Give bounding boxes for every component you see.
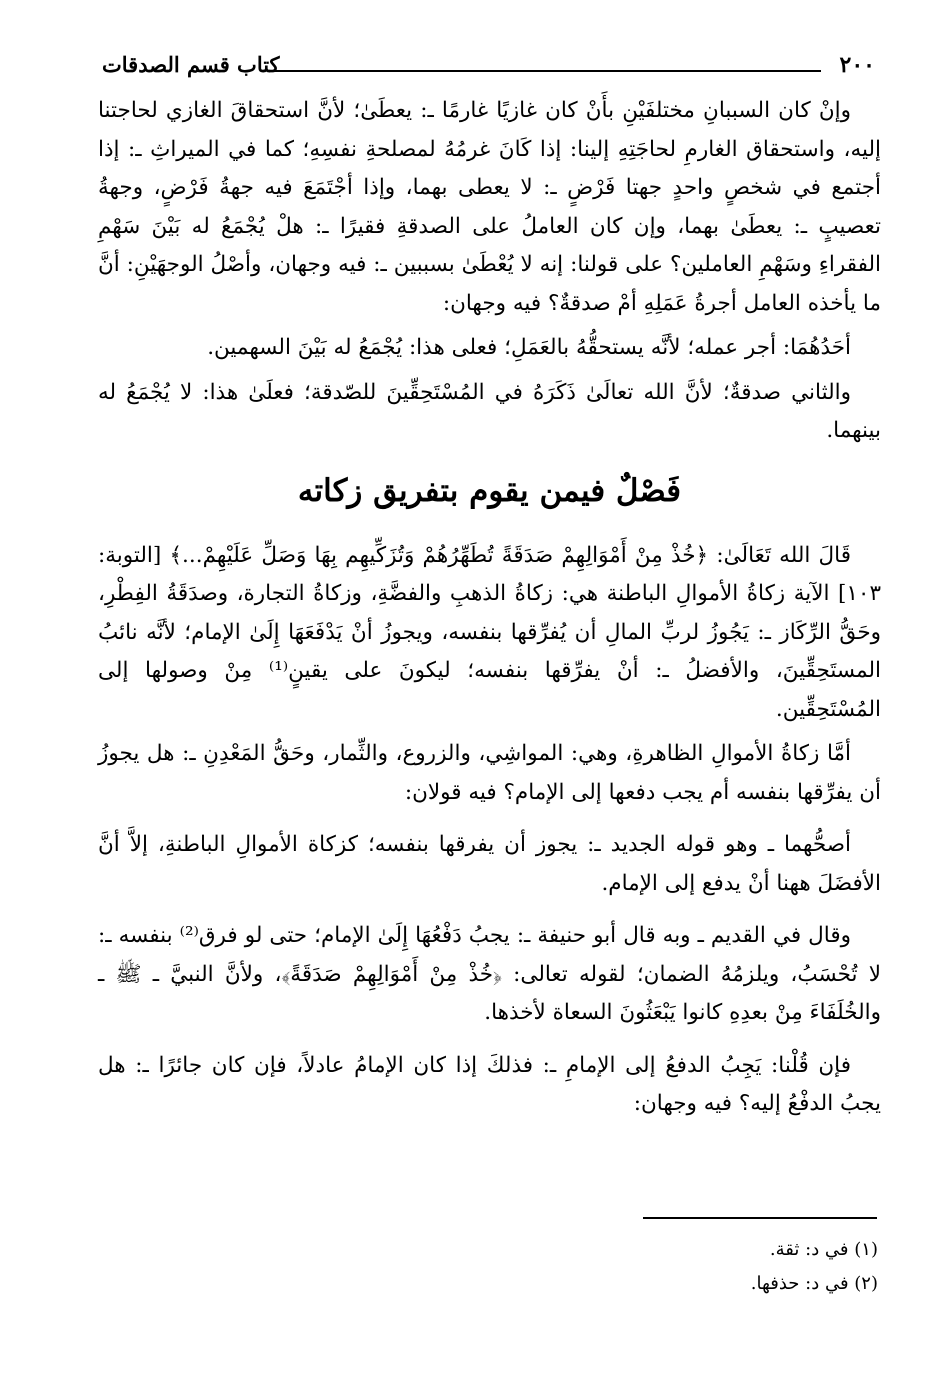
paragraph-4: قَالَ الله تَعَالَىٰ: ﴿خُذْ مِنْ أَمْوَالِهِمْ صَدَقَةً تُطَهِّرُهُمْ وَتُزَكِّيهِم بِهَا وَصَلِّ عَلَيْهِمْ...﴾ [التوبة: ١٠٣] الآية زكاةُ الأموالِ الباطنة هي: زكاةُ الذهبِ والفضَّةِ، وزكاةُ التجارة، وصدَقَةُ الفِطْرِ، وحَقُّ الرِّكَاز ـ: يَجُوزُ لربِّ المالِ أن يُفرِّقها بنفسه، ويجوزُ أنْ يَدْفَعَهَا إِلَىٰ الإمام؛ لأنَّه نائبُ المستَحِقِّينَ، والأفضلُ ـ: أنْ يفرِّقها بنفسه؛ ليكونَ على يقينٍ⁽¹⁾ مِنْ وصولها إلى المُسْتَحِقِّين. xyxy=(98,542,881,722)
running-title: كتاب قسم الصدقات xyxy=(102,52,280,77)
paragraph-5: أمَّا زكاةُ الأموالِ الظاهرةِ، وهي: المواشِي، والزروع، والثِّمار، وحَقُّ المَعْدِنِ ـ: هل يجوزُ أن يفرِّقها بنفسه أم يجب دفعها إلى الإمام؟ فيه قولان: xyxy=(98,741,881,805)
page-number: ٢٠٠ xyxy=(839,52,875,78)
section-heading: فَصْلٌ فيمن يقوم بتفريق زكاته xyxy=(297,472,682,509)
footnote-separator xyxy=(643,1217,877,1219)
main-text xyxy=(98,92,881,1124)
footnote-1: (١) في د: ثقة. xyxy=(769,1239,878,1260)
page-header xyxy=(98,46,881,86)
footnote-2: (٢) في د: حذفها. xyxy=(750,1273,878,1294)
paragraph-6: أصحُّهما ـ وهو قوله الجديد ـ: يجوز أن يفرقها بنفسه؛ كزكاة الأموالِ الباطنةِ، إلاَّ أنَّ الأفضَلَ ههنا أنْ يدفع إلى الإمام. xyxy=(98,832,881,896)
paragraph-7: وقال في القديم ـ وبه قال أبو حنيفة ـ: يجبُ دَفْعُهَا إِلَىٰ الإمام؛ حتى لو فرق⁽²⁾ بنفسه ـ: لا تُحْسَبُ، ويلزمُهُ الضمان؛ لقوله تعالى: ﴿خُذْ مِنْ أَمْوَالِهِمْ صَدَقَةً﴾، ولأنَّ النبيَّ ـ ﷺ ـ والخُلَفَاءَ مِنْ بعدِهِ كانوا يَبْعَثُونَ السعاة لأخذها. xyxy=(98,923,881,1025)
paragraph-8: فإن قُلْنا: يَجِبُ الدفعُ إلى الإمامِ ـ: فذلكَ إذا كان الإمامُ عادلاً، فإن كان جائرًا ـ: هل يجبُ الدفْعُ إليه؟ فيه وجهان: xyxy=(98,1052,881,1116)
paragraph-3: والثاني صدقةٌ؛ لأنَّ الله تعالَىٰ ذَكَرَهُ في المُسْتَحِقِّينَ للصّدقة؛ فعلَىٰ هذا: لا يُجْمَعُ له بينهما. xyxy=(98,379,881,443)
paragraph-2: أحَدُهُمَا: أجر عمله؛ لأنَّه يستحقُّهُ بالعَمَلِ؛ فعلى هذا: يُجْمَعُ له بَيْنَ السهمين. xyxy=(207,335,851,360)
paragraph-1: وإنْ كان السببانِ مختلفَيْنِ بأَنْ كان غازيًا غارمًا ـ: يعطَىٰ؛ لأنَّ استحقاقَ الغازي لحاجتنا إليه، واستحقاق الغارمِ لحاجَتِهِ إلينا: إذا كَانَ غرمُهُ لمصلحةِ نفسِهِ؛ كما في الميراثِ ـ: إذا أجتمع في شخصٍ واحدٍ جهتا فَرْضٍ ـ: لا يعطى بهما، وإذا أجْتَمَعَ فيه جهةُ فَرْضٍ، وجهةُ تعصيبٍ ـ: يعطَىٰ بهما، وإن كان العاملُ على الصدقةِ فقيرًا ـ: هلْ يُجْمَعُ له بَيْنَ سَهْمِ الفقراءِ وسَهْمِ العاملين؟ على قولنا: إنه لا يُعْطَىٰ بسببين ـ: فيه وجهان، وأصْلُ الوجهَيْنِ: أنَّ ما يأخذه العامل أجرةُ عَمَلِهِ أمْ صدقةٌ؟ فيه وجهان: xyxy=(98,98,881,316)
header-rule xyxy=(274,70,821,72)
footnotes xyxy=(98,1236,878,1304)
